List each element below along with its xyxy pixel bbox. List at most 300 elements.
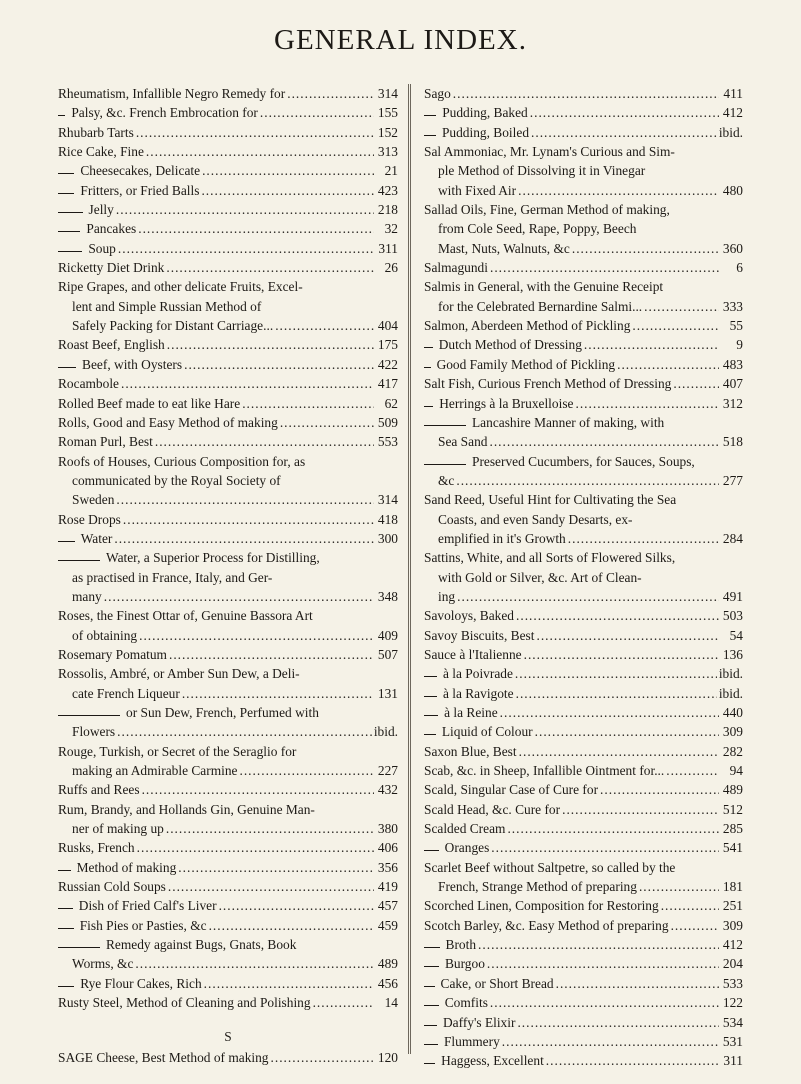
entry-text: Broth (445, 937, 477, 953)
dot-leader (167, 335, 374, 354)
entry-text: Ricketty Diet Drink (58, 260, 165, 276)
index-entry (424, 645, 743, 664)
index-entry-line (58, 1048, 398, 1067)
entry-text: Rossolis, Ambré, or Amber Sun Dew, a Deli- (58, 666, 300, 682)
dot-leader (139, 626, 374, 645)
dot-leader (535, 722, 719, 741)
entry-text: Savoy Biscuits, Best (424, 627, 535, 643)
page-number: ibid. (718, 124, 743, 140)
index-entry (58, 181, 398, 200)
dot-leader (546, 1051, 719, 1070)
page-number: 512 (722, 801, 743, 817)
index-entry-line (424, 780, 743, 799)
index-entry (424, 84, 743, 103)
index-entry-line (424, 916, 743, 935)
index-entry-line (58, 394, 398, 413)
dot-leader (519, 742, 719, 761)
dot-leader (502, 1032, 719, 1051)
index-entry (58, 239, 398, 258)
page-number: 54 (729, 627, 743, 643)
index-entry-line (424, 1013, 743, 1032)
entry-text: Savoloys, Baked (424, 608, 515, 624)
ditto-rule (424, 367, 431, 368)
entry-text: Rhubarb Tarts (58, 124, 134, 140)
dot-leader (118, 239, 374, 258)
dot-leader (287, 84, 374, 103)
ditto-rule (58, 367, 76, 368)
index-entry-line (424, 432, 743, 451)
ditto-rule (424, 715, 438, 716)
index-entry (58, 877, 398, 896)
index-entry-line (58, 277, 398, 296)
entry-text: Fritters, or Fried Balls (80, 182, 200, 198)
ditto-rule (424, 1063, 435, 1064)
entry-text: ple Method of Dissolving it in Vinegar (438, 163, 646, 179)
entry-text: Flowers (72, 724, 116, 740)
entry-text: Roman Purl, Best (58, 434, 153, 450)
dot-leader (666, 761, 719, 780)
page-number: 553 (377, 434, 398, 450)
dot-leader (572, 239, 719, 258)
entry-text: cate French Liqueur (72, 685, 180, 701)
entry-text: Cake, or Short Bread (440, 975, 554, 991)
ditto-rule (58, 251, 82, 252)
index-entry (424, 200, 743, 258)
page-number: 55 (729, 318, 743, 334)
entry-text: with Gold or Silver, &c. Art of Clean- (438, 569, 642, 585)
entry-text: Comfits (444, 995, 488, 1011)
ditto-rule (58, 715, 120, 716)
index-entry (58, 935, 398, 974)
ditto-rule (58, 870, 71, 871)
page-number: 348 (377, 588, 398, 604)
entry-text: Burgoo (444, 956, 485, 972)
dot-leader (166, 258, 374, 277)
index-entry (58, 916, 398, 935)
dot-leader (491, 838, 719, 857)
index-entry (424, 935, 743, 954)
entry-text: for the Celebrated Bernardine Salmi... (438, 298, 643, 314)
page-number: 21 (384, 163, 398, 179)
index-entry (58, 432, 398, 451)
index-entry-line (58, 587, 398, 606)
index-entry-line (424, 587, 743, 606)
index-entry (424, 742, 743, 761)
index-entry-line (58, 510, 398, 529)
index-entry-line (424, 394, 743, 413)
dot-leader (184, 355, 374, 374)
dot-leader (490, 258, 719, 277)
index-entry-line (58, 896, 398, 915)
index-entry-line (58, 838, 398, 857)
entry-text: with Fixed Air (438, 182, 517, 198)
page-number: 204 (722, 956, 743, 972)
page-number: 181 (722, 879, 743, 895)
page-number: 312 (722, 395, 743, 411)
entry-text: Rusty Steel, Method of Cleaning and Polishing (58, 995, 311, 1011)
index-entry (58, 1048, 398, 1067)
index-entry-line (58, 181, 398, 200)
index-entry-line (424, 84, 743, 103)
index-entry-line (58, 916, 398, 935)
dot-leader (201, 181, 374, 200)
index-entry-line (424, 181, 743, 200)
page-number: ibid. (718, 685, 743, 701)
page-number: 313 (377, 144, 398, 160)
index-entry (424, 277, 743, 316)
index-entry-line (424, 954, 743, 973)
entry-text: many (72, 588, 102, 604)
dot-leader (104, 587, 374, 606)
index-entry (58, 394, 398, 413)
entry-text: Dish of Fried Calf's Liver (78, 898, 217, 914)
ditto-rule (424, 1025, 437, 1026)
page-number: 406 (377, 840, 398, 856)
index-entry (58, 800, 398, 839)
page-number: 9 (736, 337, 743, 353)
ditto-rule (424, 464, 466, 465)
index-entry-line (424, 858, 743, 877)
ditto-rule (58, 908, 73, 909)
entry-text: Fish Pies or Pasties, &c (79, 917, 207, 933)
dot-leader (239, 761, 374, 780)
index-entry-line (58, 529, 398, 548)
index-entry (58, 200, 398, 219)
dot-leader (138, 219, 374, 238)
page-number: 491 (722, 588, 743, 604)
index-entry (424, 896, 743, 915)
entry-text: Rolled Beef made to eat like Hare (58, 395, 241, 411)
ditto-rule (58, 541, 75, 542)
dot-leader (116, 490, 374, 509)
index-entry-line (424, 896, 743, 915)
ditto-rule (424, 135, 436, 136)
entry-text: à la Poivrade (443, 666, 513, 682)
page-number: 422 (377, 356, 398, 372)
index-entry-line (424, 510, 743, 529)
index-column-right (424, 84, 743, 1071)
index-entry-line (58, 703, 398, 722)
index-entry-line (424, 374, 743, 393)
index-entry-line (424, 935, 743, 954)
entry-text: Scald Head, &c. Cure for (424, 801, 561, 817)
index-entry (58, 606, 398, 645)
page-number: 533 (722, 975, 743, 991)
index-entry-line (424, 974, 743, 993)
index-entry (58, 413, 398, 432)
entry-text: Jelly (88, 202, 114, 218)
dot-leader (456, 471, 719, 490)
index-entry (424, 394, 743, 413)
ditto-rule (58, 947, 100, 948)
index-entry-line (424, 1051, 743, 1070)
index-entry-line (58, 239, 398, 258)
entry-text: communicated by the Royal Society of (72, 472, 281, 488)
index-entry-line (58, 355, 398, 374)
entry-text: Daffy's Elixir (442, 1014, 516, 1030)
entry-text: Sauce à l'Italienne (424, 646, 522, 662)
dot-leader (500, 703, 719, 722)
page-number: 333 (722, 298, 743, 314)
index-entry (58, 103, 398, 122)
entry-text: SAGE Cheese, Best Method of making (58, 1049, 269, 1065)
entry-text: Salmon, Aberdeen Method of Pickling (424, 318, 631, 334)
index-entry (58, 123, 398, 142)
page-number: 409 (377, 627, 398, 643)
page-number: 507 (377, 646, 398, 662)
dot-leader (271, 1048, 374, 1067)
index-entry-line (58, 413, 398, 432)
dot-leader (575, 394, 719, 413)
index-entry-line (424, 200, 743, 219)
page-number: 311 (723, 1053, 743, 1069)
index-entry-line (424, 239, 743, 258)
entry-text: Herrings à la Bruxelloise (439, 395, 574, 411)
column-divider (408, 84, 412, 1054)
entry-text: ner of making up (72, 821, 164, 837)
ditto-rule (424, 947, 440, 948)
dot-leader (260, 103, 374, 122)
index-entry (58, 374, 398, 393)
index-entry (424, 1032, 743, 1051)
dot-leader (568, 529, 719, 548)
entry-text: &c (438, 472, 455, 488)
index-entry-line (58, 800, 398, 819)
index-entry (424, 626, 743, 645)
index-entry (58, 703, 398, 742)
page-number: 122 (722, 995, 743, 1011)
index-entry (424, 916, 743, 935)
index-entry-line (58, 568, 398, 587)
dot-leader (516, 684, 717, 703)
index-entry-line (424, 703, 743, 722)
index-entry (424, 316, 743, 335)
page-number: 227 (377, 763, 398, 779)
dot-leader (515, 664, 717, 683)
ditto-rule (58, 560, 100, 561)
page-number: 432 (377, 782, 398, 798)
dot-leader (136, 123, 374, 142)
entry-text: Roofs of Houses, Curious Composition for, as (58, 453, 306, 469)
entry-text: Haggess, Excellent (441, 1053, 544, 1069)
dot-leader (178, 858, 374, 877)
page-number: 155 (377, 105, 398, 121)
dot-leader (584, 335, 719, 354)
entry-text: Safely Packing for Distant Carriage... (72, 318, 274, 334)
index-entry-line (58, 297, 398, 316)
page-number: ibid. (373, 724, 398, 740)
entry-text: Dutch Method of Dressing (438, 337, 582, 353)
index-entry-line (58, 316, 398, 335)
index-entry-line (58, 780, 398, 799)
dot-leader (639, 877, 719, 896)
index-entry-line (424, 335, 743, 354)
page-number: 404 (377, 318, 398, 334)
index-entry-line (58, 103, 398, 122)
entry-text: Good Family Method of Pickling (436, 356, 616, 372)
index-entry-line (424, 103, 743, 122)
index-entry-line (58, 819, 398, 838)
page-number: 411 (723, 86, 743, 101)
index-entry-line (424, 471, 743, 490)
entry-text: Sattins, White, and all Sorts of Flowered Silks, (424, 550, 676, 566)
index-entry-line (424, 277, 743, 296)
index-entry-line (58, 858, 398, 877)
index-entry-line (58, 548, 398, 567)
index-entry-line (58, 742, 398, 761)
entry-text: à la Ravigote (442, 685, 514, 701)
index-entry-line (58, 935, 398, 954)
page-number: 32 (384, 221, 398, 237)
index-entry-line (58, 993, 398, 1012)
index-entry (424, 123, 743, 142)
index-entry (424, 703, 743, 722)
entry-text: Rose Drops (58, 511, 121, 527)
index-entry (58, 742, 398, 781)
index-entry-line (424, 161, 743, 180)
dot-leader (562, 800, 719, 819)
ditto-rule (58, 212, 83, 213)
page-number: 419 (377, 879, 398, 895)
index-entry-line (58, 142, 398, 161)
entry-text: Rheumatism, Infallible Negro Remedy for (58, 86, 286, 101)
page-number: 131 (377, 685, 398, 701)
dot-leader (204, 974, 374, 993)
dot-leader (313, 993, 374, 1012)
page-number: 489 (377, 956, 398, 972)
entry-text: Rice Cake, Fine (58, 144, 144, 160)
index-entry-line (58, 374, 398, 393)
page-number: 314 (377, 492, 398, 508)
index-entry (58, 510, 398, 529)
entry-text: Sal Ammoniac, Mr. Lynam's Curious and Sim- (424, 144, 675, 160)
index-entry (58, 258, 398, 277)
index-entry (424, 684, 743, 703)
index-entry (58, 335, 398, 354)
index-entry (424, 838, 743, 857)
dot-leader (530, 103, 719, 122)
entry-text: Palsy, &c. French Embrocation for (71, 105, 258, 121)
entry-text: Flummery (443, 1033, 500, 1049)
entry-text: Ruffs and Rees (58, 782, 140, 798)
page-number: 412 (722, 937, 743, 953)
dot-leader (123, 510, 374, 529)
entry-text: Pudding, Baked (442, 105, 528, 121)
page-number: 26 (384, 260, 398, 276)
index-entry (424, 858, 743, 897)
index-entry (58, 993, 398, 1012)
entry-text: of obtaining (72, 627, 138, 643)
page-title: GENERAL INDEX. (274, 24, 527, 56)
index-entry (424, 452, 743, 491)
index-entry-line (424, 355, 743, 374)
ditto-rule (424, 115, 436, 116)
ditto-rule (58, 193, 74, 194)
index-entry (424, 355, 743, 374)
index-entry (424, 103, 743, 122)
section-letter: S (224, 1028, 232, 1044)
index-entry-line (58, 258, 398, 277)
index-entry (424, 490, 743, 548)
entry-text: Coasts, and even Sandy Desarts, ex- (438, 511, 633, 527)
dot-leader (142, 780, 374, 799)
page-number: 251 (722, 898, 743, 914)
index-entry-line (58, 123, 398, 142)
index-entry-line (58, 335, 398, 354)
page-number: 534 (722, 1014, 743, 1030)
entry-text: Scorched Linen, Composition for Restoring (424, 898, 659, 914)
dot-leader (489, 432, 719, 451)
index-entry-line (424, 819, 743, 838)
index-entry (58, 355, 398, 374)
page-number: 407 (722, 376, 743, 392)
index-entry (424, 722, 743, 741)
entry-text: Water, a Superior Process for Distilling, (106, 550, 320, 566)
page-number: 518 (722, 434, 743, 450)
index-entry-line (58, 219, 398, 238)
ditto-rule (424, 696, 437, 697)
dot-leader (524, 645, 719, 664)
dot-leader (673, 374, 719, 393)
entry-text: Rye Flour Cakes, Rich (80, 975, 202, 991)
index-entry-line (424, 645, 743, 664)
entry-text: making an Admirable Carmine (72, 763, 238, 779)
page-number: 311 (378, 240, 398, 256)
page-number: 6 (736, 260, 743, 276)
page-number: 531 (722, 1033, 743, 1049)
page-number: 120 (377, 1049, 398, 1065)
page-number: 503 (722, 608, 743, 624)
entry-text: Lancashire Manner of making, with (472, 414, 665, 430)
ditto-rule (424, 347, 433, 348)
dot-leader (182, 684, 374, 703)
index-entry-line (58, 626, 398, 645)
index-entry-line (58, 645, 398, 664)
page-number: 14 (384, 995, 398, 1011)
index-entry (424, 142, 743, 200)
ditto-rule (424, 850, 439, 851)
index-entry (58, 858, 398, 877)
index-entry-line (58, 161, 398, 180)
index-entry (58, 645, 398, 664)
dot-leader (209, 916, 374, 935)
index-entry-line (58, 490, 398, 509)
index-entry-line (424, 761, 743, 780)
dot-leader (531, 123, 717, 142)
page-number: 284 (722, 530, 743, 546)
entry-text: Soup (88, 240, 116, 256)
dot-leader (478, 935, 719, 954)
dot-leader (517, 1013, 719, 1032)
entry-text: Preserved Cucumbers, for Sauces, Soups, (472, 453, 695, 469)
dot-leader (453, 84, 719, 103)
index-entry (58, 84, 398, 103)
index-entry-line (58, 877, 398, 896)
page-number: 412 (722, 105, 743, 121)
page-number: 356 (377, 859, 398, 875)
dot-leader (536, 626, 719, 645)
index-entry-line (58, 452, 398, 471)
index-entry (424, 335, 743, 354)
index-entry-line (424, 606, 743, 625)
entry-text: French, Strange Method of preparing (438, 879, 637, 895)
index-entry (58, 780, 398, 799)
page-number: 480 (722, 182, 743, 198)
ditto-rule (424, 734, 436, 735)
index-entry-line (58, 471, 398, 490)
index-entry-line (424, 452, 743, 471)
index-entry (58, 452, 398, 510)
